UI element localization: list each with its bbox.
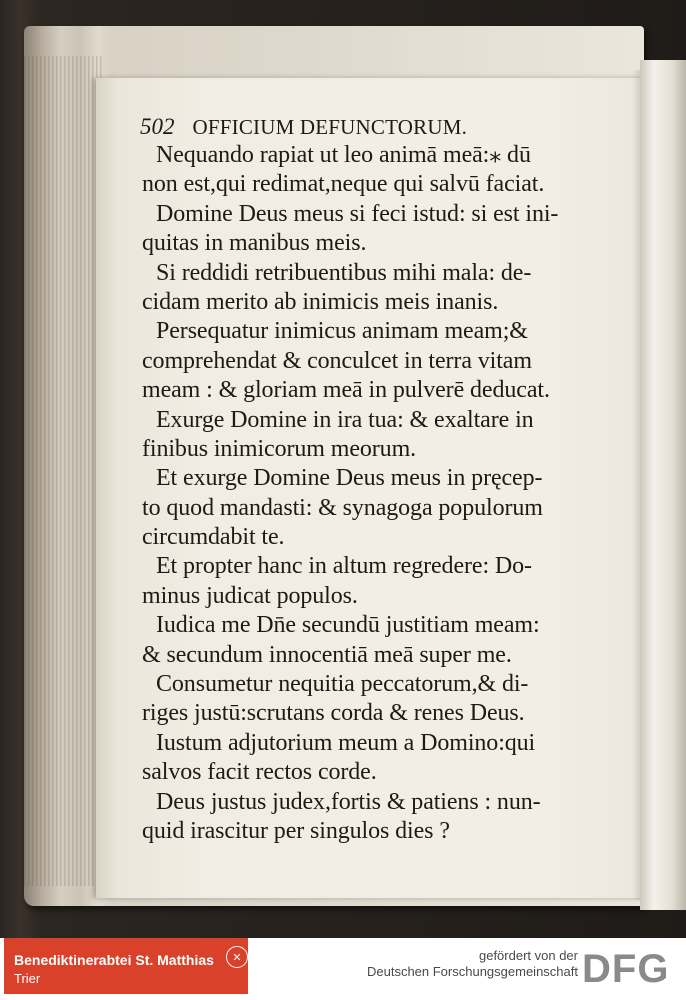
funder-line-2: Deutschen Forschungsgemeinschaft bbox=[366, 964, 578, 979]
funder-line-1: gefördert von der bbox=[478, 948, 578, 963]
dfg-logo[interactable]: DFG bbox=[582, 947, 670, 991]
institution-name: Benediktinerabtei St. Matthias bbox=[14, 952, 214, 968]
text-line: cidam merito ab inimicis meis inanis. bbox=[142, 288, 499, 315]
text-line: quitas in manibus meis. bbox=[142, 230, 367, 257]
text-line: finibus inimicorum meorum. bbox=[142, 435, 417, 462]
text-line: comprehendat & conculcet in terra vitam bbox=[142, 347, 532, 374]
text-line: non est,qui redimat,neque qui salvū faciat. bbox=[142, 171, 545, 198]
text-line: Nequando rapiat ut leo animā meā:⁎ dū bbox=[156, 142, 531, 168]
text-line: Et exurge Domine Deus meus in pręcep- bbox=[156, 465, 543, 492]
text-line: & secundum innocentiā meā super me. bbox=[142, 641, 512, 668]
text-line: circumdabit te. bbox=[142, 524, 285, 551]
page-edges bbox=[24, 56, 104, 886]
text-line: Domine Deus meus si feci istud: si est ini- bbox=[156, 200, 559, 227]
page-header bbox=[140, 112, 630, 141]
text-line: riges justū:scrutans corda & renes Deus. bbox=[142, 700, 525, 727]
text-line: Exurge Domine in ira tua: & exaltare in bbox=[156, 406, 534, 433]
facing-page-edge bbox=[640, 60, 686, 910]
text-line: minus judicat populos. bbox=[142, 582, 358, 609]
funder-text bbox=[367, 948, 578, 980]
institution-city: Trier bbox=[14, 971, 41, 986]
footer-banner bbox=[0, 938, 686, 1000]
text-line: Persequatur inimicus animam meam;& bbox=[156, 318, 528, 345]
text-line: Iustum adjutorium meum a Domino:qui bbox=[156, 729, 536, 756]
text-line: salvos facit rectos corde. bbox=[142, 759, 377, 786]
text-line: Si reddidi retribuentibus mihi mala: de- bbox=[156, 259, 532, 286]
abbey-seal-icon: ✕ bbox=[226, 946, 248, 968]
text-line: to quod mandasti: & synagoga populorum bbox=[142, 494, 543, 521]
page-number: 502 bbox=[140, 114, 175, 139]
page-text bbox=[140, 112, 630, 846]
running-title: OFFICIUM DEFUNCTORUM. bbox=[192, 115, 468, 139]
text-lines bbox=[140, 141, 630, 846]
text-line: Consumetur nequitia peccatorum,& di- bbox=[156, 671, 529, 698]
text-line: meam : & gloriam meā in pulverē deducat. bbox=[142, 377, 550, 404]
institution-box[interactable] bbox=[4, 938, 248, 994]
text-line: Et propter hanc in altum regredere: Do- bbox=[156, 553, 532, 580]
text-line: quid irascitur per singulos dies ? bbox=[142, 817, 450, 844]
text-line: Deus justus judex,fortis & patiens : nun- bbox=[156, 788, 541, 815]
text-line: Iudica me Dn̄e secundū justitiam meam: bbox=[156, 612, 540, 639]
